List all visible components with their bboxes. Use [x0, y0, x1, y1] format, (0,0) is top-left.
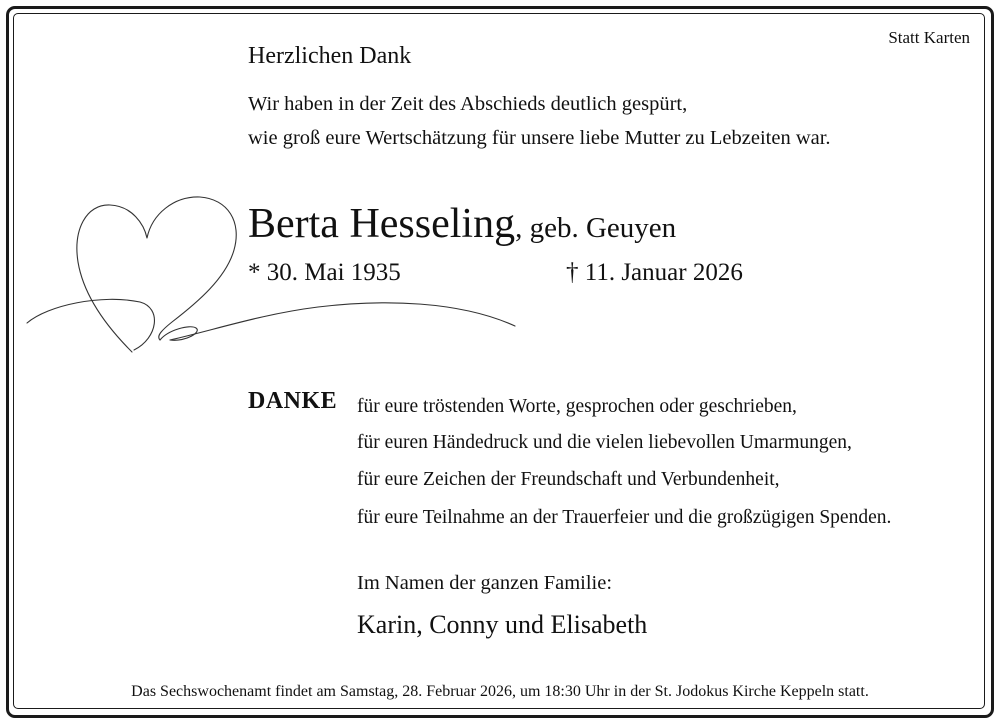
- footer-note: Das Sechswochenamt findet am Samstag, 28. Februar 2026, um 18:30 Uhr in der St. Jodokus Kirche Keppeln statt.: [131, 683, 869, 700]
- death-date: † 11. Januar 2026: [566, 259, 743, 286]
- thanks-line: für eure Zeichen der Freundschaft und Verbundenheit,: [357, 469, 780, 490]
- family-intro: Im Namen der ganzen Familie:: [357, 572, 613, 594]
- maiden-name: , geb. Geuyen: [515, 212, 677, 244]
- corner-note: Statt Karten: [888, 28, 970, 47]
- family-names: Karin, Conny und Elisabeth: [357, 610, 648, 639]
- heading: Herzlichen Dank: [248, 43, 412, 69]
- thanks-line: für eure Teilnahme an der Trauerfeier und die großzügigen Spenden.: [357, 507, 892, 528]
- intro-line: Wir haben in der Zeit des Abschieds deutlich gespürt,: [248, 93, 688, 115]
- birth-date: * 30. Mai 1935: [248, 259, 401, 286]
- thanks-line: für euren Händedruck und die vielen liebevollen Umarmungen,: [357, 432, 852, 453]
- deceased-name-row: [248, 200, 676, 248]
- intro-line: wie groß eure Wertschätzung für unsere liebe Mutter zu Lebzeiten war.: [248, 127, 831, 149]
- thanks-line: für eure tröstenden Worte, gesprochen oder geschrieben,: [357, 396, 797, 417]
- danke-label: DANKE: [248, 388, 338, 414]
- deceased-name: Berta Hesseling: [248, 201, 516, 247]
